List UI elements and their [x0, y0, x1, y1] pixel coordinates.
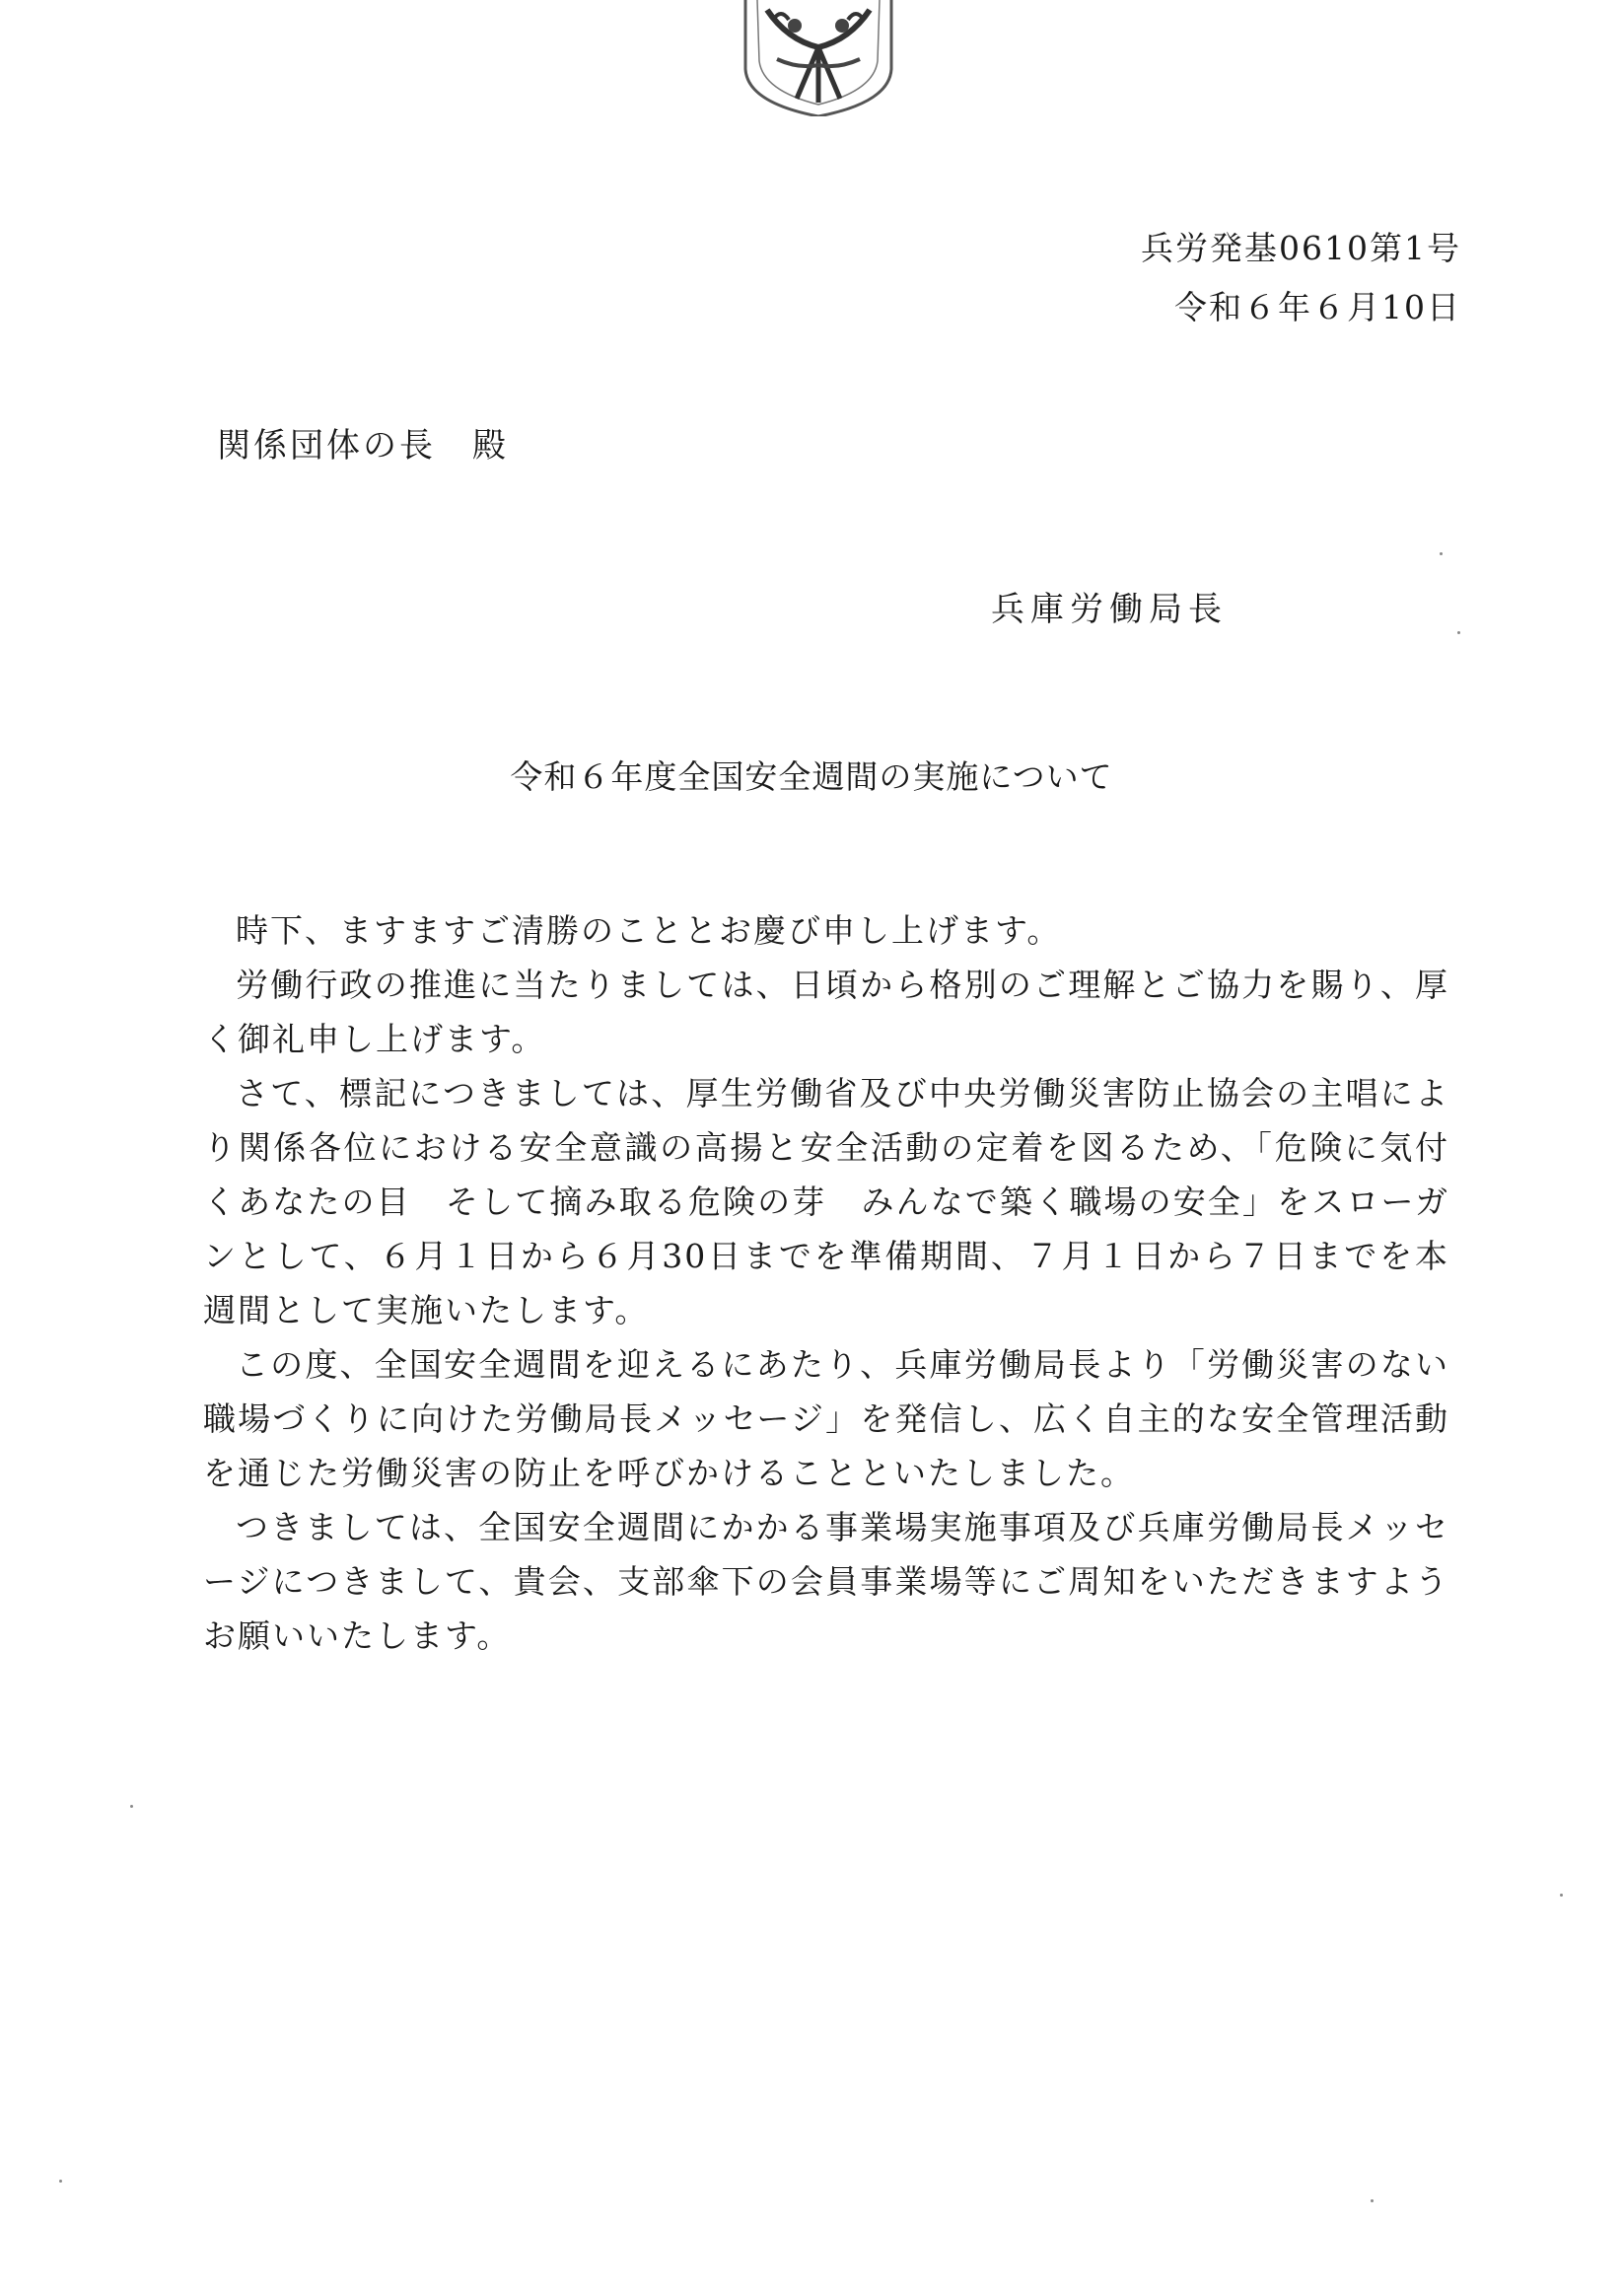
paragraph: さて、標記につきましては、厚生労働省及び中央労働災害防止協会の主唱により関係各位における安全意識の高揚と安全活動の定着を図るため、「危険に気付くあなたの目 そして摘み取る危険の芽 みんなで築く職場の安全」をスローガンとして、６月１日から６月30日までを準備期間、７月１日から７日までを本週間として実施いたします。	[203, 1074, 1449, 1329]
scan-speck	[59, 2180, 62, 2183]
scan-speck	[1560, 1894, 1563, 1897]
document-date: 令和６年６月10日	[1174, 288, 1461, 326]
document-subject: 令和６年度全国安全週間の実施について	[510, 757, 1113, 796]
scan-speck	[1457, 631, 1460, 634]
scan-speck	[1440, 552, 1443, 555]
recipient: 関係団体の長 殿	[217, 426, 509, 466]
scan-speck	[1371, 2199, 1374, 2202]
sender: 兵庫労働局長	[991, 590, 1228, 629]
document-reference	[1141, 219, 1461, 337]
paragraph: この度、全国安全週間を迎えるにあたり、兵庫労働局長より「労働災害のない職場づくりに向けた労働局長メッセージ」を発信し、広く自主的な安全管理活動を通じた労働災害の防止を呼びかけることといたしました。	[203, 1345, 1449, 1492]
reference-number: 兵労発基0610第1号	[1141, 229, 1461, 267]
paragraph: 時下、ますますご清勝のこととお慶び申し上げます。	[236, 911, 1062, 950]
scan-speck	[130, 1805, 133, 1808]
document-body	[203, 903, 1449, 1663]
paragraph: 労働行政の推進に当たりましては、日頃から格別のご理解とご協力を賜り、厚く御礼申し上げます。	[203, 966, 1449, 1058]
government-seal-icon	[738, 0, 899, 116]
paragraph: つきましては、全国安全週間にかかる事業場実施事項及び兵庫労働局長メッセージにつきまして、貴会、支部傘下の会員事業場等にご周知をいただきますようお願いいたします。	[203, 1508, 1449, 1655]
